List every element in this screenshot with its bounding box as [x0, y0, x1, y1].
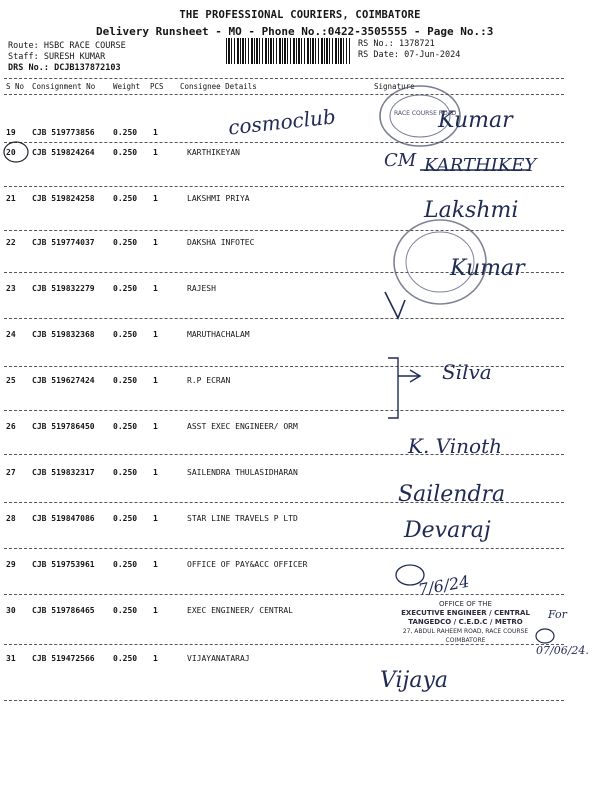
row-sno: 28: [6, 514, 16, 523]
row-weight: 0.250: [113, 468, 138, 477]
row-consignee: STAR LINE TRAVELS P LTD: [187, 514, 298, 523]
row-consignment: CJB 519847086: [32, 514, 95, 523]
seal-text: RACE COURSE ROAD: [394, 110, 457, 117]
row-consignee: DAKSHA INFOTEC: [187, 238, 255, 247]
row31-signature: Vijaya: [380, 668, 449, 693]
row-pcs: 1: [153, 284, 158, 293]
row-pcs: 1: [153, 606, 158, 615]
rs-no-value: 1378721: [398, 39, 435, 49]
row-pcs: 1: [153, 422, 158, 431]
row-consignee: ASST EXEC ENGINEER/ ORM: [187, 422, 298, 431]
row-consignee: MARUTHACHALAM: [187, 330, 250, 339]
row25-signature: Silva: [442, 360, 492, 384]
row-sno: 31: [6, 654, 16, 663]
row20-signature: KARTHIKEY: [424, 155, 537, 176]
row-pcs: 1: [153, 514, 158, 523]
row-pcs: 1: [153, 376, 158, 385]
row26-signature: K. Vinoth: [408, 434, 502, 458]
row23-tick-mark: [385, 292, 405, 318]
row-weight: 0.250: [113, 376, 138, 385]
row-pcs: 1: [153, 128, 158, 137]
row-sno: 24: [6, 330, 16, 339]
row24-bracket-mark: [388, 358, 398, 418]
row-consignment: CJB 519824264: [32, 148, 95, 157]
drs-value: DCJB137872103: [54, 63, 121, 73]
row25-arrow-mark: [398, 370, 420, 382]
row-weight: 0.250: [113, 606, 138, 615]
row-pcs: 1: [153, 468, 158, 477]
row-consignment: CJB 519786465: [32, 606, 95, 615]
row-consignment: CJB 519753961: [32, 560, 95, 569]
drs-label: DRS No.:: [8, 63, 49, 73]
row-weight: 0.250: [113, 238, 138, 247]
row-consignee: LAKSHMI PRIYA: [187, 194, 250, 203]
row30-office-stamp: [378, 600, 553, 645]
row-sno: 30: [6, 606, 16, 615]
row-consignee: SAILENDRA THULASIDHARAN: [187, 468, 298, 477]
row-weight: 0.250: [113, 148, 138, 157]
document-title: THE PROFESSIONAL COURIERS, COIMBATORE: [179, 9, 421, 21]
row21-signature: Lakshmi: [424, 198, 519, 223]
row-weight: 0.250: [113, 330, 138, 339]
row-consignment: CJB 519832317: [32, 468, 95, 477]
staff-label: Staff:: [8, 52, 39, 62]
row20-signature-prefix: CM: [384, 150, 417, 171]
document-subtitle: Delivery Runsheet - MO - Phone No.:0422-3505555 - Page No.:3: [96, 25, 494, 38]
row-weight: 0.250: [113, 514, 138, 523]
row-consignee: KARTHIKEYAN: [187, 148, 240, 157]
stamp-line-5: COIMBATORE: [445, 637, 486, 644]
row30-date: 07/06/24.: [536, 644, 589, 657]
row-consignment: CJB 519774037: [32, 238, 95, 247]
row-consignee: EXEC ENGINEER/ CENTRAL: [187, 606, 293, 615]
row-pcs: 1: [153, 148, 158, 157]
row29-date: 7/6/24: [416, 571, 471, 600]
col-weight: Weight: [113, 82, 141, 91]
stamp-line-3: TANGEDCO / C.E.D.C / METRO: [408, 618, 523, 626]
row-pcs: 1: [153, 560, 158, 569]
row-sno: 25: [6, 376, 16, 385]
row-sno: 20: [6, 148, 16, 157]
row-consignment: CJB 519832368: [32, 330, 95, 339]
row-weight: 0.250: [113, 560, 138, 569]
stamp-line-2: EXECUTIVE ENGINEER / CENTRAL: [401, 609, 530, 617]
col-consignee: Consignee Details: [180, 82, 257, 91]
row-sno: 29: [6, 560, 16, 569]
row-consignee: RAJESH: [187, 284, 216, 293]
row-consignment: CJB 519472566: [32, 654, 95, 663]
col-sno: S No: [6, 82, 25, 91]
rs-date-value: 07-Jun-2024: [404, 50, 461, 60]
row-consignee: OFFICE OF PAY&ACC OFFICER: [187, 560, 308, 569]
row-pcs: 1: [153, 238, 158, 247]
rs-no-label: RS No.:: [358, 39, 394, 49]
row-pcs: 1: [153, 330, 158, 339]
row-consignment: CJB 519824258: [32, 194, 95, 203]
rs-date-label: RS Date:: [358, 50, 399, 60]
col-pcs: PCS: [150, 82, 164, 91]
row-weight: 0.250: [113, 654, 138, 663]
route-label: Route:: [8, 41, 39, 51]
row19-handwritten-consignee: cosmoclub: [227, 104, 337, 140]
row28-signature: Devaraj: [404, 518, 491, 543]
staff-value: SURESH KUMAR: [43, 52, 106, 62]
row-consignment: CJB 519627424: [32, 376, 95, 385]
row-pcs: 1: [153, 654, 158, 663]
row-sno: 19: [6, 128, 16, 137]
row-weight: 0.250: [113, 422, 138, 431]
row27-signature: Sailendra: [398, 482, 506, 507]
row20-circle-mark: [4, 142, 28, 162]
row-consignment: CJB 519773856: [32, 128, 95, 137]
route-value: HSBC RACE COURSE: [43, 41, 126, 51]
row-consignee: VIJAYANATARAJ: [187, 654, 250, 663]
row19-signature: Kumar: [438, 108, 513, 133]
row-sno: 23: [6, 284, 16, 293]
row-weight: 0.250: [113, 194, 138, 203]
row-sno: 27: [6, 468, 16, 477]
stamp-line-4: 27, ABDUL RAHEEM ROAD, RACE COURSE: [402, 628, 529, 635]
row-consignee: R.P ECRAN: [187, 376, 231, 385]
row-pcs: 1: [153, 194, 158, 203]
row-weight: 0.250: [113, 128, 138, 137]
row-sno: 26: [6, 422, 16, 431]
col-consignment: Consignment No: [32, 82, 96, 91]
stamp-line-1: OFFICE OF THE: [439, 600, 492, 608]
row22-signature: Kumar: [450, 256, 525, 281]
row-consignment: CJB 519786450: [32, 422, 95, 431]
row30-for-note: For: [548, 608, 567, 621]
row-sno: 21: [6, 194, 16, 203]
row-sno: 22: [6, 238, 16, 247]
row-weight: 0.250: [113, 284, 138, 293]
row-consignment: CJB 519832279: [32, 284, 95, 293]
col-signature: Signature: [374, 82, 415, 91]
